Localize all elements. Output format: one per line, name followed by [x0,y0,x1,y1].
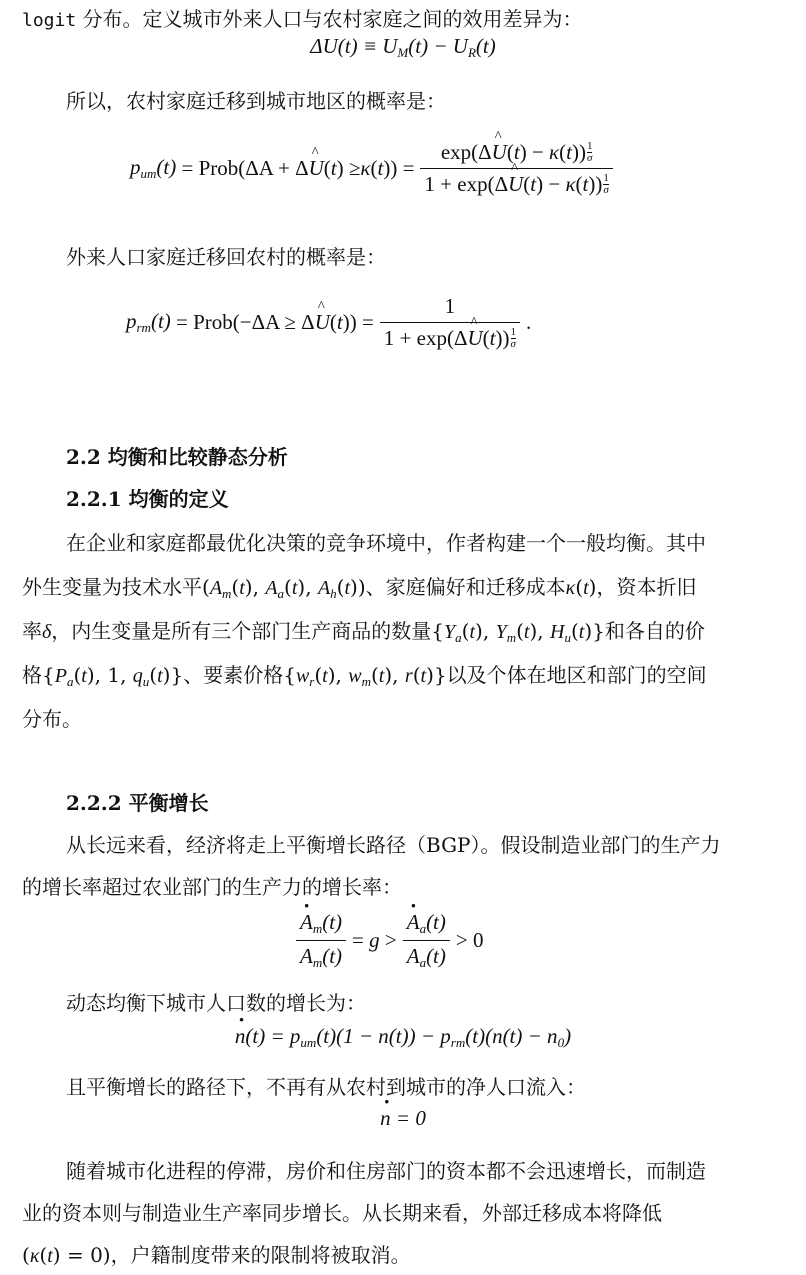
p-um-equation: $p_{um}(t)$ = Prob(ΔA + Δ ^ U ( t ) ≥ κ ( t )) = exp(Δ^ U(t) − κ(t)) $\frac{1}{\sigma}$ 1 + exp(Δ^ U(t) − κ(t)) $\frac{1}{\sigma}$ [130,140,619,197]
p-rm-equation: $p_{rm}(t)$ = Prob(−ΔA ≥ Δ ^ U ( t )) = 1 1 + exp(Δ^ U(t)) $\frac{1}{\sigma}$ . [126,294,531,351]
para1-line1: 在企业和家庭都最优化决策的竞争环境中，作者构建一个一般均衡。其中 [66,531,706,555]
logit-term: logit [22,10,77,31]
para5-line2: 业的资本则与制造业生产率同步增长。从长期来看，外部迁移成本将降低 [22,1201,662,1225]
para1-line3: 率δ，内生变量是所有三个部门生产商品的数量{$Y_a(t)$, $Y_m(t)$, $H_u(t)$}和各自的价 [22,619,705,645]
para4-line: 且平衡增长的路径下，不再有从农村到城市的净人口流入： [66,1075,586,1099]
section-heading-2-2-2: 2.2.2 平衡增长 [66,791,209,815]
para1-line2: 外生变量为技术水平($A_m(t)$, $A_a(t)$, $A_h(t)$)、家庭偏好和迁移成本κ(t)，资本折旧 [22,575,697,601]
utility-difference-equation: $\Delta U(t) \equiv U_M(t) - U_R(t)$ [310,34,496,60]
para5-line3: (κ(t) = 0)，户籍制度带来的限制将被取消。 [22,1243,411,1267]
section-heading-2-2: 2.2 均衡和比较静态分析 [66,445,288,469]
para1-line5: 分布。 [22,707,82,731]
para3-line: 动态均衡下城市人口数的增长为： [66,991,366,1015]
intro-line [22,4,784,36]
intro-text: 分布。定义城市外来人口与农村家庭之间的效用差异为： [76,7,583,31]
urban-population-growth-equation: · $n(t) = p_{um}(t)(1 - n(t)) - p_{rm}(t)(n(t) - n_0)$ [0,1024,806,1051]
migration-prob-intro: 所以，农村家庭迁移到城市地区的概率是： [66,89,446,113]
zero-net-inflow-equation: · n = 0 [0,1106,806,1131]
growth-rate-inequality: · $\frac{A_m(t)}{A_m(t)}$ = g > · $\frac{A_a(t)}{A_a(t)}$ > 0 [290,910,483,971]
para2-line2: 的增长率超过农业部门的生产力的增长率： [22,875,402,899]
return-prob-intro: 外来人口家庭迁移回农村的概率是： [66,245,386,269]
para1-line4: 格{$P_a(t)$, 1, $q_u(t)$}、要素价格{$w_r(t)$, $w_m(t)$, r(t)}以及个体在地区和部门的空间 [22,663,707,689]
para5-line1: 随着城市化进程的停滞，房价和住房部门的资本都不会迅速增长，而制造 [66,1159,706,1183]
para2-line1: 从长远来看，经济将走上平衡增长路径（BGP）。假设制造业部门的生产力 [66,833,721,857]
section-heading-2-2-1: 2.2.1 均衡的定义 [66,487,229,511]
